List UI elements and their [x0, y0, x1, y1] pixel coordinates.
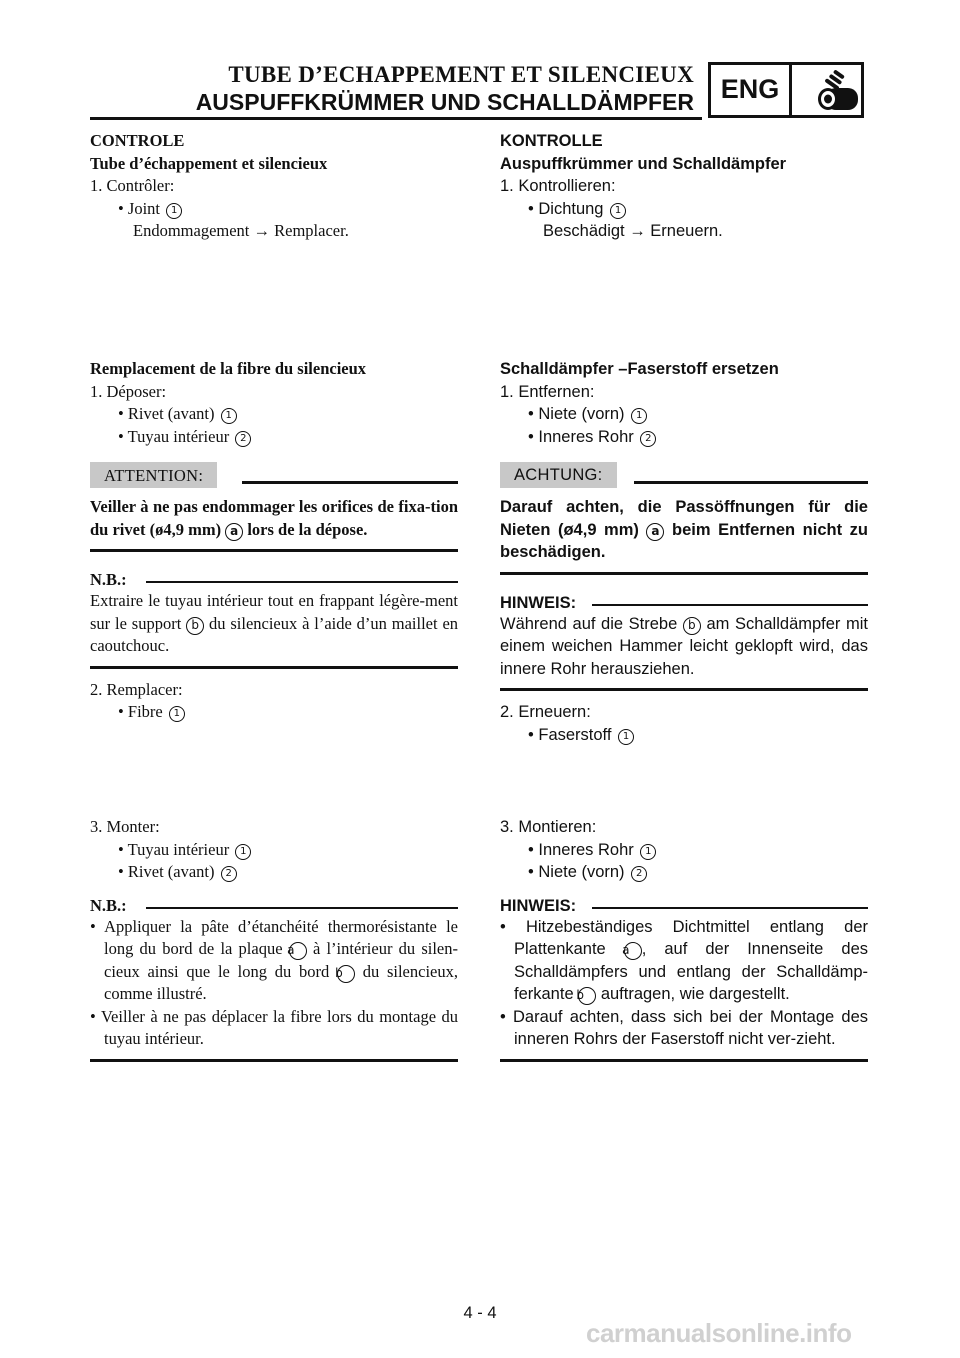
- de-subheading: Auspuffkrümmer und Schalldämpfer: [500, 154, 787, 173]
- de-note-rule: [592, 907, 868, 909]
- ref-letter: b: [186, 617, 204, 635]
- fr-item: • Tuyau intérieur: [118, 839, 230, 859]
- de-warning-header: [500, 462, 868, 490]
- de-step: 1. Kontrollieren:: [500, 177, 616, 195]
- fr-warning-text: Veiller à ne pas endommager les orifices de fixa-tion du rivet (ø4,9 mm) a lors de la dépose.: [90, 490, 458, 552]
- de-item: • Niete (vorn): [528, 405, 625, 423]
- de-section-montieren: [500, 816, 868, 1062]
- de-warning-rule: [634, 481, 868, 484]
- fr-step: 1. Déposer:: [90, 381, 167, 401]
- fr-item: • Rivet (avant): [118, 862, 215, 881]
- fr-section-controle: [90, 130, 458, 243]
- de-result: Beschädigt → Erneuern.: [543, 222, 723, 240]
- ref-letter: b: [683, 617, 701, 635]
- eng-badge-divider: [789, 62, 792, 118]
- ref-letter: a: [646, 523, 664, 541]
- de-item: • Inneres Rohr: [528, 840, 634, 859]
- eng-badge-label: ENG: [720, 74, 780, 104]
- ref-letter: b: [578, 987, 596, 1005]
- de-warning-text: Darauf achten, die Passöffnungen für die Nieten (ø4,9 mm) a beim Entfernen nicht zu beschädigen.: [500, 490, 868, 575]
- de-section-faserstoff: [500, 358, 868, 746]
- fr-step: 3. Monter:: [90, 817, 160, 836]
- fr-section-monter: [90, 816, 458, 1062]
- de-section-heading: KONTROLLE: [500, 132, 603, 150]
- fr-note-text: Extraire le tuyau intérieur tout en frappant légère-ment sur le support b du silencieux à l’aide d’un maillet en caoutchouc.: [90, 590, 458, 669]
- de-note-rule: [592, 604, 868, 606]
- page-number: 4 - 4: [463, 1304, 497, 1322]
- fr-section-fibre: [90, 358, 458, 724]
- fr-note-header: [90, 896, 458, 916]
- ref-number: 1: [169, 706, 185, 722]
- fr-step: 1. Contrôler:: [90, 176, 175, 195]
- de-item: • Inneres Rohr: [528, 427, 634, 446]
- header-title-de: AUSPUFFKRÜMMER UND SCHALLDÄMPFER: [195, 89, 694, 115]
- ref-number: 2: [235, 431, 251, 447]
- fr-section-heading: Remplacement de la fibre du silencieux: [90, 359, 367, 378]
- ref-letter: b: [337, 965, 355, 983]
- ref-number: 1: [610, 203, 626, 219]
- de-item: • Niete (vorn): [528, 863, 625, 881]
- ref-letter: a: [624, 942, 642, 960]
- ref-number: 1: [618, 729, 634, 745]
- fr-warning-label: ATTENTION:: [90, 462, 217, 488]
- fr-note-rule: [146, 907, 458, 909]
- fr-result: Endommagement → Remplacer.: [133, 221, 349, 240]
- de-note-label: HINWEIS:: [500, 593, 577, 612]
- ref-number: 1: [631, 408, 647, 424]
- ref-letter: a: [289, 942, 307, 960]
- de-note-label: HINWEIS:: [500, 896, 577, 915]
- de-step: 3. Montieren:: [500, 818, 597, 836]
- fr-note-label: N.B.:: [90, 895, 127, 915]
- de-warning-label: ACHTUNG:: [500, 462, 617, 488]
- de-item: • Faserstoff: [528, 725, 612, 744]
- de-section-kontrolle: [500, 130, 868, 243]
- header-title-fr: TUBE D’ECHAPPEMENT ET SILENCIEUX: [228, 62, 694, 87]
- fr-item: • Rivet (avant): [118, 404, 215, 423]
- fr-section-heading: CONTROLE: [90, 131, 185, 150]
- de-note-text: Während auf die Strebe b am Schalldämpfer mit einem weichen Hammer leicht geklopft wird, das innere Rohr herausziehen.: [500, 613, 868, 692]
- fr-note-header: [90, 570, 458, 590]
- ref-number: 1: [640, 844, 656, 860]
- fr-note-label: N.B.:: [90, 570, 127, 589]
- ref-letter: a: [225, 523, 243, 541]
- watermark: carmanualsonline.info: [586, 1318, 852, 1348]
- de-section-heading: Schalldämpfer –Faserstoff ersetzen: [500, 360, 779, 378]
- fr-item: • Joint: [118, 198, 160, 218]
- fr-warning-header: [90, 462, 458, 490]
- header-rule: [90, 117, 702, 120]
- fr-note-rule: [146, 581, 458, 583]
- fr-step: 2. Remplacer:: [90, 679, 183, 699]
- ref-number: 2: [631, 866, 647, 882]
- de-step: 1. Entfernen:: [500, 382, 595, 401]
- de-note-text: • Hitzebeständiges Dichtmittel entlang der Plattenkante a , auf der Innenseite des Schalldämpfers und entlang der Schalldämp-ferkante b auftragen, wie dargestellt. • Darauf achten, dass sich bei der Montage des inneren Rohrs der Faserstoff nicht ver-zieht.: [500, 916, 868, 1062]
- de-note-header: [500, 896, 868, 916]
- ref-number: 1: [166, 203, 182, 219]
- fr-warning-rule: [242, 481, 458, 484]
- ref-number: 1: [221, 408, 237, 424]
- exhaust-muffler-icon: [796, 66, 860, 114]
- ref-number: 2: [221, 866, 237, 882]
- ref-number: 2: [640, 431, 656, 447]
- ref-number: 1: [235, 844, 251, 860]
- fr-note-text: • Appliquer la pâte d’étanchéité thermorésistante le long du bord de la plaque a à l’intérieur du silen-cieux ainsi que le long du bord b du silencieux, comme illustré. • Veiller à ne pas déplacer la fibre lors du montage du tuyau intérieur.: [90, 916, 458, 1062]
- de-item: • Dichtung: [528, 199, 604, 218]
- de-note-header: [500, 593, 868, 613]
- fr-item: • Fibre: [118, 702, 163, 721]
- de-step: 2. Erneuern:: [500, 703, 591, 721]
- fr-subheading: Tube d’échappement et silencieux: [90, 153, 328, 173]
- fr-item: • Tuyau intérieur: [118, 426, 230, 446]
